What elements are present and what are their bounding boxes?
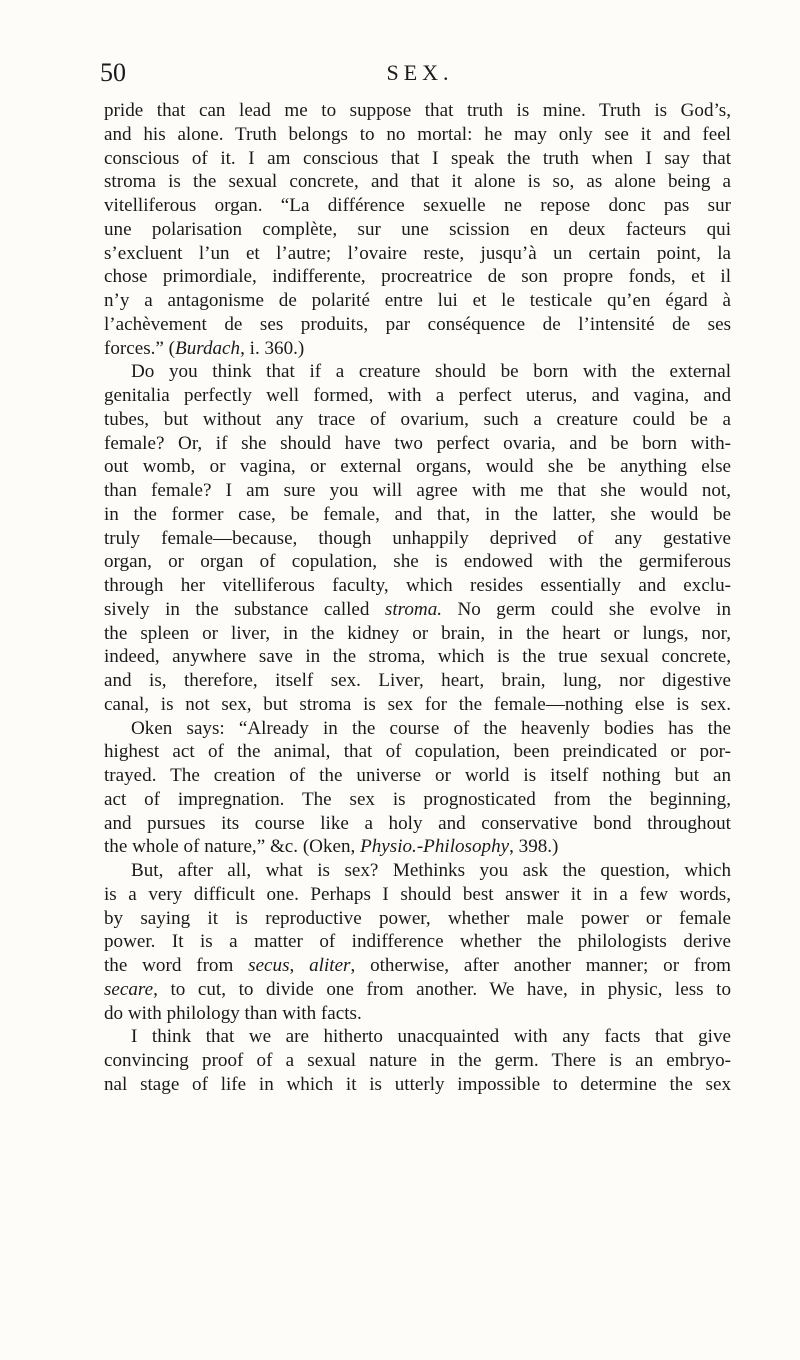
body-text [104, 99, 731, 1097]
text-line: pride that can lead me to suppose that truth is mine. Truth is God’s, [104, 100, 731, 121]
paragraph-first-line: I think that we are hitherto unacquainted with any facts that give [131, 1026, 731, 1048]
text-line: chose primordiale, indifferente, procreatrice de son propre fonds, et il [104, 266, 731, 288]
text-line: sively in the substance called stroma. No germ could she evolve in [104, 598, 732, 620]
text-line: do with philology than with facts. [104, 1002, 362, 1024]
text-line: in the former case, be female, and that, in the latter, she would be [104, 503, 731, 525]
text-line: through her vitelliferous faculty, which resides essentially and exclu- [104, 575, 731, 596]
text-line: out womb, or vagina, or external organs, would she be anything else [104, 456, 731, 478]
text-line: organ, or organ of copulation, she is endowed with the germiferous [104, 551, 731, 573]
text-line: conscious of it. I am conscious that I speak the truth when I say that [104, 147, 731, 169]
text-line: trayed. The creation of the universe or world is itself nothing but an [104, 765, 731, 786]
text-line: genitalia perfectly well formed, with a perfect uterus, and vagina, and [104, 385, 731, 406]
text-line: power. It is a matter of indifference whether the philologists derive [104, 931, 731, 953]
text-line: une polarisation complète, sur une scission en deux facteurs qui [104, 218, 731, 240]
text-line: than female? I am sure you will agree with me that she would not, [104, 480, 731, 501]
text-line: the whole of nature,” &c. (Oken, Physio.-Philosophy, 398.) [104, 836, 559, 858]
text-line: and is, therefore, itself sex. Liver, heart, brain, lung, nor digestive [104, 670, 731, 691]
page-header [100, 58, 740, 88]
running-title: SEX. [386, 60, 454, 85]
page-number: 50 [100, 58, 126, 87]
text-line: highest act of the animal, that of copulation, been preindicated or por- [104, 741, 731, 763]
text-line: female? Or, if she should have two perfect ovaria, and be born with- [104, 432, 731, 454]
text-line: tubes, but without any trace of ovarium, such a creature could be a [104, 408, 731, 430]
text-line: l’achèvement de ses produits, par conséquence de l’intensité de ses [104, 313, 731, 335]
text-line: s’excluent l’un et l’autre; l’ovaire reste, jusqu’à un certain point, la [104, 242, 731, 264]
text-line: the spleen or liver, in the kidney or brain, in the heart or lungs, nor, [104, 622, 731, 644]
text-line: stroma is the sexual concrete, and that it alone is so, as alone being a [104, 171, 731, 193]
text-line: and his alone. Truth belongs to no mortal: he may only see it and feel [104, 123, 731, 145]
text-line: act of impregnation. The sex is prognosticated from the beginning, [104, 788, 731, 810]
text-line: and pursues its course like a holy and conservative bond throughout [104, 812, 731, 834]
text-line: indeed, anywhere save in the stroma, which is the true sexual concrete, [104, 646, 731, 668]
text-line: convincing proof of a sexual nature in the germ. There is an embryo- [104, 1050, 731, 1071]
text-line: is a very difficult one. Perhaps I should best answer it in a few words, [104, 883, 731, 905]
text-line: nal stage of life in which it is utterly impossible to determine the sex [104, 1073, 731, 1095]
text-line: forces.” (Burdach, i. 360.) [104, 337, 305, 359]
paragraph-first-line: Oken says: “Already in the course of the heavenly bodies has the [131, 717, 731, 739]
paragraph-first-line: But, after all, what is sex? Methinks you ask the question, which [131, 860, 731, 881]
text-line: the word from secus, aliter, otherwise, after another manner; or from [104, 955, 731, 976]
text-line: by saying it is reproductive power, whether male power or female [104, 907, 731, 929]
text-line: truly female—because, though unhappily deprived of any gestative [104, 527, 731, 549]
text-line: n’y a antagonisme de polarité entre lui et le testicale qu’en égard à [104, 290, 731, 311]
paragraph-first-line: Do you think that if a creature should be born with the external [131, 361, 731, 383]
text-line: secare, to cut, to divide one from another. We have, in physic, less to [104, 978, 731, 1000]
text-line: canal, is not sex, but stroma is sex for the female—nothing else is sex. [104, 693, 731, 715]
text-line: vitelliferous organ. “La différence sexuelle ne repose donc pas sur [104, 195, 731, 216]
